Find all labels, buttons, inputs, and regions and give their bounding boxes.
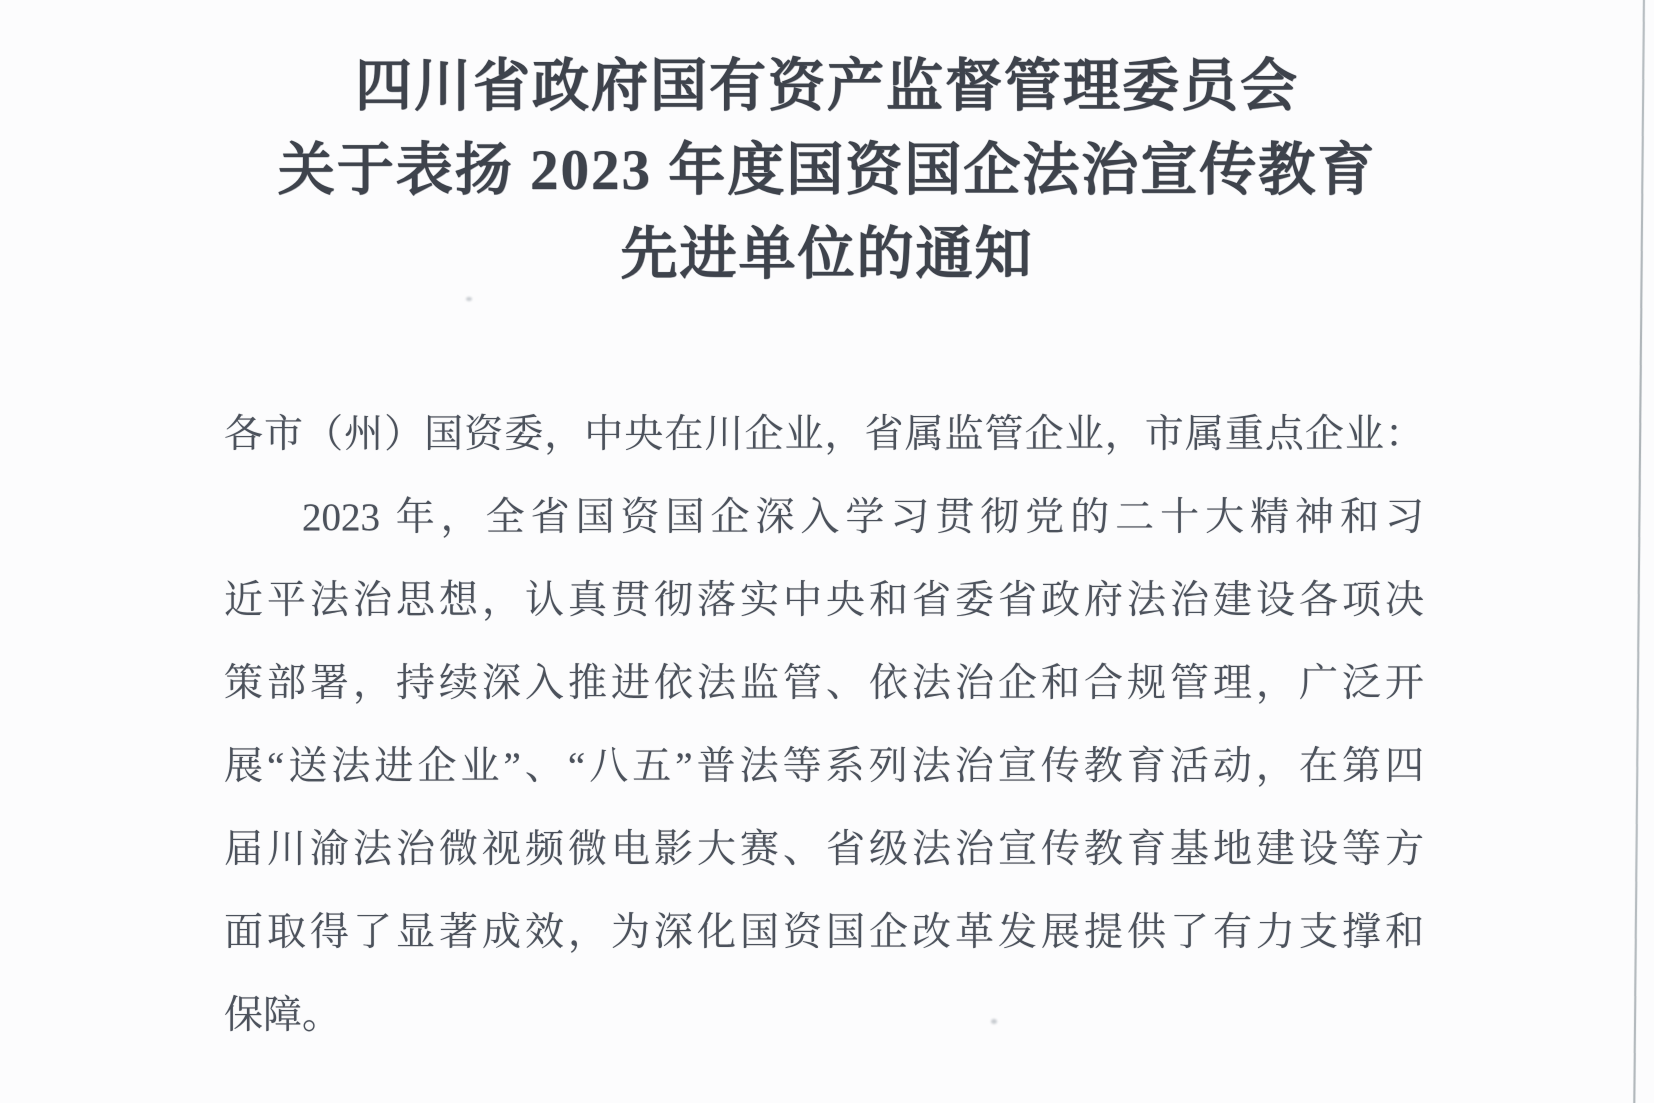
scan-speck: [991, 1019, 997, 1024]
salutation-line: 各市（州）国资委，中央在川企业，省属监管企业，市属重点企业：: [224, 413, 1424, 456]
document-body: [224, 393, 1424, 1057]
paragraph-line: 届川渝法治微视频微电影大赛、省级法治宣传教育基地建设等方: [224, 828, 1424, 871]
paragraph-line: 面取得了显著成效，为深化国资国企改革发展提供了有力支撑和: [224, 911, 1424, 954]
paragraph-line: 2023 年，全省国资国企深入学习贯彻党的二十大精神和习: [302, 496, 1424, 539]
scan-speck: [466, 297, 472, 301]
title-line-issuer: 四川省政府国有资产监督管理委员会: [355, 55, 1299, 118]
paragraph-line: 近平法治思想，认真贯彻落实中央和省委省政府法治建设各项决: [224, 579, 1424, 622]
title-line-notice-type: 先进单位的通知: [620, 223, 1034, 286]
title-line-subject: 关于表扬 2023 年度国资国企法治宣传教育: [277, 139, 1377, 202]
paragraph-line: 展“送法进企业”、“八五”普法等系列法治宣传教育活动，在第四: [224, 745, 1424, 788]
document-title: [0, 45, 1654, 297]
paragraph-line: 策部署，持续深入推进依法监管、依法治企和合规管理，广泛开: [224, 662, 1424, 705]
paragraph-line: 保障。: [224, 994, 342, 1037]
